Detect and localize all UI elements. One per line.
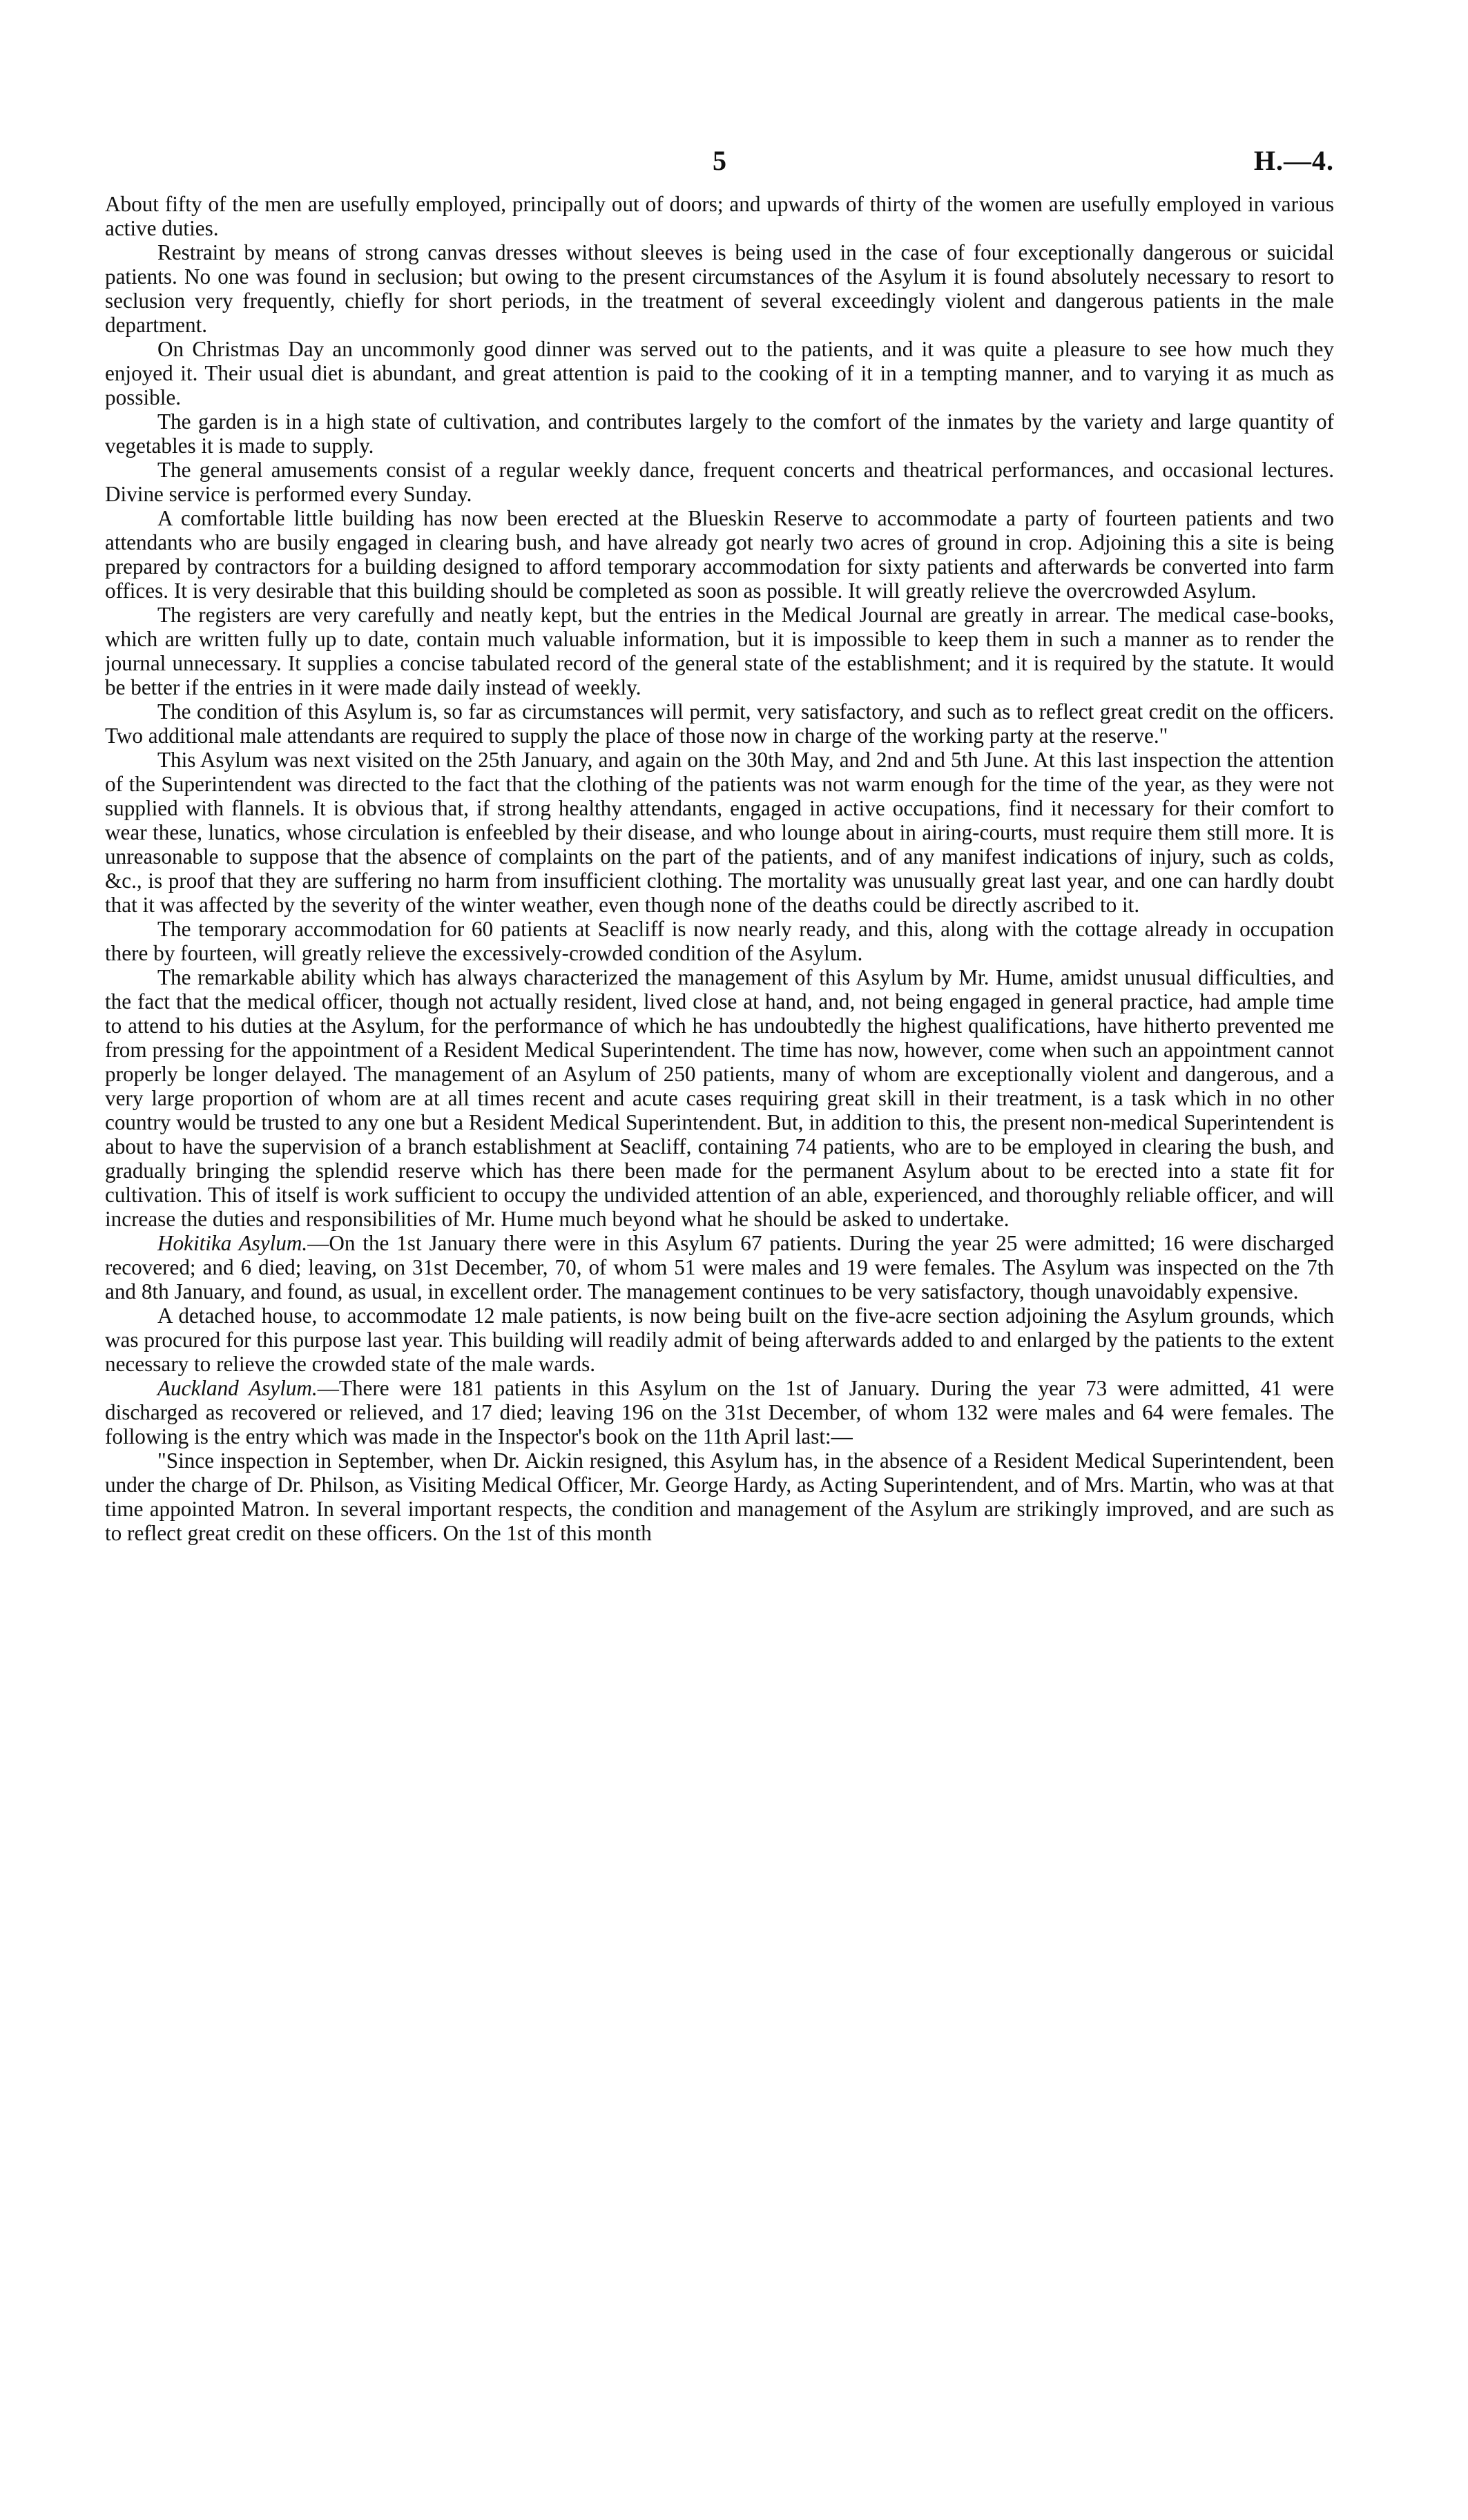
paragraph-text: A comfortable little building has now been erected at the Blueskin Reserve to accommodate a party of fourteen patients and two attendants who are busily engaged in clearing bush, and have already got nearly two acres of ground in crop. Adjoining this a site is being prepared by contractors for a building designed to afford temporary accommodation for sixty patients and afterwards be converted into farm offices. It is very desirable that this building should be completed as soon as possible. It will greatly relieve the overcrowded Asylum. bbox=[105, 506, 1334, 603]
paragraph bbox=[105, 1303, 1334, 1376]
paragraph bbox=[105, 748, 1334, 917]
paragraph bbox=[105, 240, 1334, 337]
paragraph-text: The remarkable ability which has always characterized the management of this Asylum by Mr. Hume, amidst unusual difficulties, and the fact that the medical officer, though not actually resident, lived close at hand, and, not being engaged in general practice, had ample time to attend to his duties at the Asylum, for the performance of which he has undoubtedly the highest qualifications, have hitherto prevented me from pressing for the appointment of a Resident Medical Superintendent. The time has now, however, come when such an appointment cannot properly be longer delayed. The management of an Asylum of 250 patients, many of whom are exceptionally violent and dangerous, and a very large proportion of whom are at all times recent and acute cases requiring great skill in their treatment, is a task which in no other country would be trusted to any one but a Resident Medical Superintendent. But, in addition to this, the present non-medical Superintendent is about to have the supervision of a branch establishment at Seacliff, containing 74 patients, who are to be employed in clearing the bush, and gradually bringing the splendid reserve which has there been made for the permanent Asylum about to be erected into a state fit for cultivation. This of itself is work sufficient to occupy the undivided attention of an able, experienced, and thoroughly reliable officer, and will increase the duties and responsibilities of Mr. Hume much beyond what he should be asked to undertake. bbox=[105, 965, 1334, 1231]
paragraph-text: The garden is in a high state of cultivation, and contributes largely to the comfort of the inmates by the variety and large quantity of vegetables it is made to supply. bbox=[105, 409, 1334, 458]
paragraph bbox=[105, 917, 1334, 965]
paragraph-text: A detached house, to accommodate 12 male patients, is now being built on the five-acre section adjoining the Asylum grounds, which was procured for this purpose last year. This building will readily admit of being afterwards added to and enlarged by the patients to the extent necessary to relieve the crowded state of the male wards. bbox=[105, 1303, 1334, 1376]
document-page bbox=[105, 138, 1334, 2451]
page-number: 5 bbox=[713, 145, 726, 176]
paragraph bbox=[105, 1448, 1334, 1545]
paragraph bbox=[105, 506, 1334, 603]
paragraph bbox=[105, 192, 1334, 240]
paragraph-text: The registers are very carefully and neatly kept, but the entries in the Medical Journal are greatly in arrear. The medical case-books, which are written fully up to date, contain much valuable information, but it is impossible to keep them in such a manner as to render the journal unnecessary. It supplies a concise tabulated record of the general state of the establishment; and it is required by the statute. It would be better if the entries in it were made daily instead of weekly. bbox=[105, 603, 1334, 699]
page-header bbox=[105, 138, 1334, 184]
paragraph-text: The temporary accommodation for 60 patients at Seacliff is now nearly ready, and this, along with the cottage already in occupation there by fourteen, will greatly relieve the excessively-crowded condition of the Asylum. bbox=[105, 917, 1334, 965]
body-text bbox=[105, 192, 1334, 1545]
paragraph-text: Restraint by means of strong canvas dresses without sleeves is being used in the case of four exceptionally dangerous or suicidal patients. No one was found in seclusion; but owing to the present circumstances of the Asylum it is found absolutely necessary to resort to seclusion very frequently, chiefly for short periods, in the treatment of several exceedingly violent and dangerous patients in the male department. bbox=[105, 240, 1334, 337]
report-code: H.—4. bbox=[1253, 145, 1334, 176]
paragraph bbox=[105, 1231, 1334, 1303]
paragraph bbox=[105, 409, 1334, 458]
paragraph-text: About fifty of the men are usefully employed, principally out of doors; and upwards of thirty of the women are usefully employed in various active duties. bbox=[105, 192, 1334, 240]
paragraph-text: —On the 1st January there were in this Asylum 67 patients. During the year 25 were admitted; 16 were discharged recovered; and 6 died; leaving, on 31st December, 70, of whom 51 were males and 19 were females. The Asylum was inspected on the 7th and 8th January, and found, as usual, in excellent order. The management continues to be very satisfactory, though unavoidably expensive. bbox=[105, 1231, 1334, 1303]
paragraph bbox=[105, 1376, 1334, 1448]
paragraph-text: This Asylum was next visited on the 25th January, and again on the 30th May, and 2nd and 5th June. At this last inspection the attention of the Superintendent was directed to the fact that the clothing of the patients was not warm enough for the time of the year, as they were not supplied with flannels. It is obvious that, if strong healthy attendants, engaged in active occupations, find it necessary for their comfort to wear these, lunatics, whose circulation is enfeebled by their disease, and who lounge about in airing-courts, must require them still more. It is unreasonable to suppose that the absence of complaints on the part of the patients, and of any manifest indications of injury, such as colds, &c., is proof that they are suffering no harm from insufficient clothing. The mortality was unusually great last year, and one can hardly doubt that it was affected by the severity of the winter weather, even though none of the deaths could be directly ascribed to it. bbox=[105, 748, 1334, 917]
paragraph-text: The condition of this Asylum is, so far as circumstances will permit, very satisfactory, and such as to reflect great credit on the officers. Two additional male attendants are required to supply the place of those now in charge of the working party at the reserve." bbox=[105, 699, 1334, 748]
section-heading-hokitika: Hokitika Asylum. bbox=[157, 1231, 308, 1255]
paragraph bbox=[105, 965, 1334, 1231]
paragraph-text: —There were 181 patients in this Asylum on the 1st of January. During the year 73 were admitted, 41 were discharged as recovered or relieved, and 17 died; leaving 196 on the 31st December, of whom 132 were males and 64 were females. The following is the entry which was made in the Inspector's book on the 11th April last:— bbox=[105, 1376, 1334, 1448]
paragraph-text: The general amusements consist of a regular weekly dance, frequent concerts and theatrical performances, and occasional lectures. Divine service is performed every Sunday. bbox=[105, 458, 1334, 506]
paragraph-text: On Christmas Day an uncommonly good dinner was served out to the patients, and it was quite a pleasure to see how much they enjoyed it. Their usual diet is abundant, and great attention is paid to the cooking of it in a tempting manner, and to varying it as much as possible. bbox=[105, 337, 1334, 409]
paragraph-text: "Since inspection in September, when Dr. Aickin resigned, this Asylum has, in the absence of a Resident Medical Superintendent, been under the charge of Dr. Philson, as Visiting Medical Officer, Mr. George Hardy, as Acting Superintendent, and of Mrs. Martin, who was at that time appointed Matron. In several important respects, the condition and management of the Asylum are strikingly improved, and are such as to reflect great credit on these officers. On the 1st of this month bbox=[105, 1448, 1334, 1545]
paragraph bbox=[105, 337, 1334, 409]
paragraph bbox=[105, 603, 1334, 699]
paragraph bbox=[105, 458, 1334, 506]
section-heading-auckland: Auckland Asylum. bbox=[157, 1376, 318, 1400]
paragraph bbox=[105, 699, 1334, 748]
